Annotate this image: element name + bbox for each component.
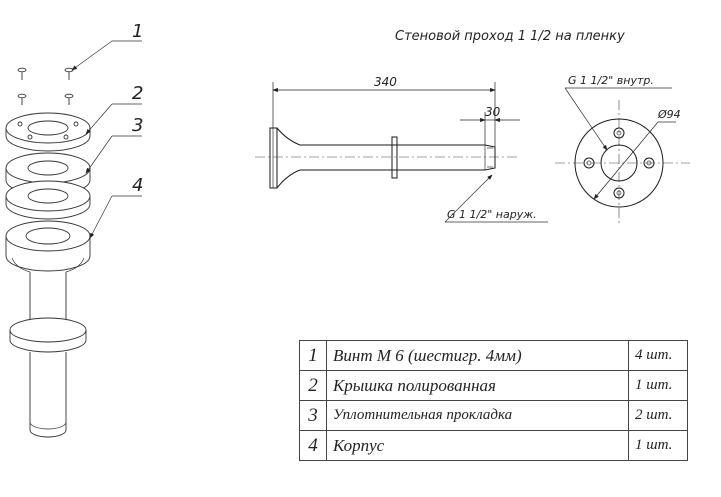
part-number: 2: [300, 371, 327, 401]
screw: [65, 68, 73, 80]
part-qty: 4 шт.: [629, 341, 688, 371]
table-row: [300, 371, 688, 401]
screw: [18, 68, 26, 80]
part-qty: 1 шт.: [629, 371, 688, 401]
thread-length-dimension: 30: [485, 105, 501, 119]
sealing-gasket: [6, 153, 90, 219]
part-name: Крышка полированная: [327, 371, 629, 401]
part-name: Уплотнительная прокладка: [327, 401, 629, 431]
parts-table: [299, 340, 688, 461]
exploded-view: [6, 21, 143, 437]
screw-group: [18, 68, 73, 105]
table-row: [300, 401, 688, 431]
side-view: [255, 75, 548, 222]
screw: [65, 94, 73, 105]
callout-1: [72, 21, 143, 70]
svg-text:3: 3: [132, 115, 144, 136]
part-qty: 1 шт.: [629, 431, 688, 461]
drawing-title: Стеновой проход 1 1/2 на пленку: [395, 29, 625, 44]
svg-text:4: 4: [132, 175, 144, 196]
flange-diameter-label: Ø94: [658, 108, 681, 121]
front-view: [555, 74, 690, 225]
svg-text:1: 1: [132, 21, 144, 42]
table-row: [300, 341, 688, 371]
part-qty: 2 шт.: [629, 401, 688, 431]
outer-thread-label: G 1 1/2" наруж.: [447, 208, 537, 221]
inner-thread-label: G 1 1/2" внутр.: [568, 74, 654, 87]
length-dimension: 340: [374, 75, 397, 89]
part-name: Винт М 6 (шестигр. 4мм): [327, 341, 629, 371]
part-number: 1: [300, 341, 327, 371]
part-number: 4: [300, 431, 327, 461]
table-row: [300, 431, 688, 461]
polished-cover: [6, 113, 90, 151]
body: [6, 221, 90, 437]
svg-text:2: 2: [132, 83, 144, 104]
part-name: Корпус: [327, 431, 629, 461]
callout-4: [90, 175, 143, 238]
part-number: 3: [300, 401, 327, 431]
screw: [18, 94, 26, 105]
